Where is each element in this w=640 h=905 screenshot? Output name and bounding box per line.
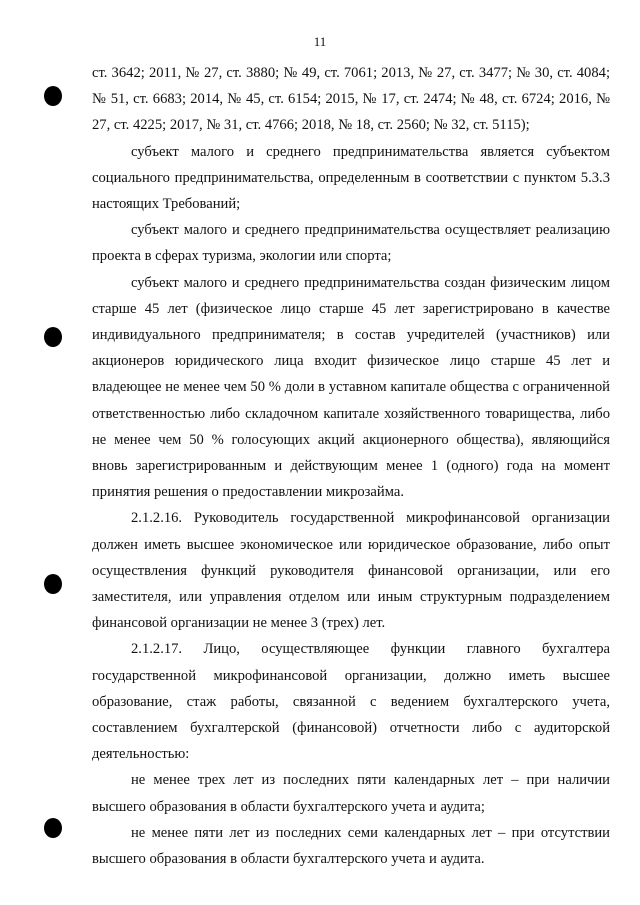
binder-hole <box>44 574 62 594</box>
binder-hole <box>44 327 62 347</box>
document-body <box>92 60 610 872</box>
paragraph-2-1-2-17: 2.1.2.17. Лицо, осуществляющее функции главного бухгалтера государственной микрофинансовой организации, должно иметь высшее образование, стаж работы, связанной с ведением бухгалтерского учета, составлением бухгалтерской (финансовой) отчетности либо с аудиторской деятельностью: <box>92 641 610 763</box>
paragraph-tourism-ecology-sport: субъект малого и среднего предпринимательства осуществляет реализацию проекта в сферах туризма, экологии или спорта; <box>92 222 610 265</box>
binder-hole <box>44 86 62 106</box>
paragraph-three-of-five-years: не менее трех лет из последних пяти календарных лет – при наличии высшего образования в области бухгалтерского учета и аудита; <box>92 772 610 815</box>
page-number: 11 <box>313 34 327 49</box>
binder-hole <box>44 818 62 838</box>
paragraph-social-enterprise: субъект малого и среднего предпринимательства является субъектом социального предпринимательства, определенным в соответствии с пунктом 5.3.3 настоящих Требований; <box>92 143 610 213</box>
paragraph-2-1-2-16: 2.1.2.16. Руководитель государственной микрофинансовой организации должен иметь высшее экономическое или юридическое образование, либо опыт осуществления функций руководителя финансовой организации, или его заместителя, или управления отделом или иным структурным подразделением финансовой организации не менее 3 (трех) лет. <box>92 510 610 632</box>
paragraph-five-of-seven-years: не менее пяти лет из последних семи календарных лет – при отсутствии высшего образования в области бухгалтерского учета и аудита. <box>92 824 610 868</box>
paragraph-founder-over-45: субъект малого и среднего предпринимательства создан физическим лицом старше 45 лет (физическое лицо старше 45 лет зарегистрировано в качестве индивидуального предпринимателя; в состав учредителей (участников) или акционеров юридического лица входит физическое лицо старше 45 лет и владеющее не менее чем 50 % доли в уставном капитале общества с ограниченной ответственностью либо складочном капитале хозяйственного товарищества, либо не менее чем 50 % голосующих акций акционерного общества), являющийся вновь зарегистрированным и действующим менее 1 (одного) года на момент принятия решения о предоставлении микрозайма. <box>92 274 610 501</box>
paragraph-citation-continuation: ст. 3642; 2011, № 27, ст. 3880; № 49, ст. 7061; 2013, № 27, ст. 3477; № 30, ст. 4084; № 51, ст. 6683; 2014, № 45, ст. 6154; 2015, № 17, ст. 2474; № 48, ст. 6724; 2016, № 27, ст. 4225; 2017, № 31, ст. 4766; 2018, № 18, ст. 2560; № 32, ст. 5115); <box>92 65 610 134</box>
